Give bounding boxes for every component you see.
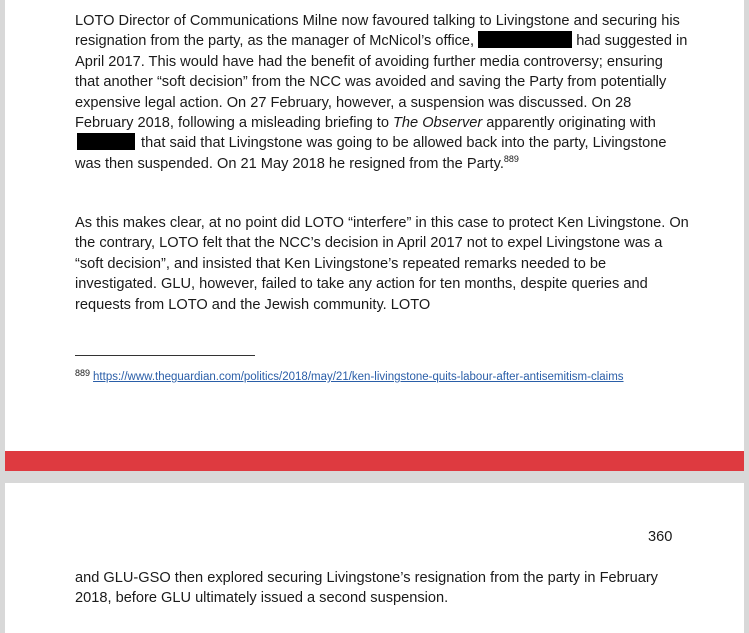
- footnote-link[interactable]: https://www.theguardian.com/politics/2018/may/21/ken-livingstone-quits-labour-after-antisemitism-claims: [93, 371, 624, 383]
- page-separator-bar: [5, 451, 744, 471]
- para1-text-b: had suggested in April 2017. This would have had the benefit of avoiding further media controversy; ensuring that another “soft decision” from the NCC was avoided and saving the Party from potentially expensive legal action. On 27 February, however, a suspension was discussed. On 28 February 2018, following a misleading briefing to: [75, 33, 688, 132]
- footnote-number: 889: [75, 368, 91, 378]
- para1-text-d: that said that Livingstone was going to be allowed back into the party, Livingstone was then suspended. On 21 May 2018 he resigned from the Party.: [75, 135, 667, 172]
- document-page-bottom: [5, 483, 744, 633]
- paragraph-livingstone-resignation: [75, 11, 690, 174]
- paragraph-loto-interference: As this makes clear, at no point did LOTO “interfere” in this case to protect Ken Livingstone. On the contrary, LOTO felt that the NCC’s decision in April 2017 not to expel Livingstone was a “soft decision”, and insisted that Ken Livingstone’s repeated remarks needed to be investigated. GLU, however, failed to take any action for ten months, despite queries and requests from LOTO and the Jewish community. LOTO: [75, 215, 689, 313]
- para1-text-a: LOTO Director of Communications Milne now favoured talking to Livingstone and securing his resignation from the party, as the manager of McNicol’s office,: [75, 13, 680, 50]
- redaction-block: [478, 31, 572, 48]
- redaction-block: [77, 133, 135, 150]
- footnote-reference[interactable]: 889: [503, 153, 519, 164]
- para1-text-c: apparently originating with: [482, 115, 656, 132]
- paragraph-glu-gso: and GLU-GSO then explored securing Livingstone’s resignation from the party in February 2018, before GLU ultimately issued a second suspension.: [75, 570, 658, 607]
- document-page-top: [5, 0, 744, 451]
- page-number: 360: [648, 529, 673, 545]
- footnote-divider: [75, 355, 255, 356]
- para1-italic-title: The Observer: [393, 115, 483, 132]
- footnote: [75, 365, 635, 386]
